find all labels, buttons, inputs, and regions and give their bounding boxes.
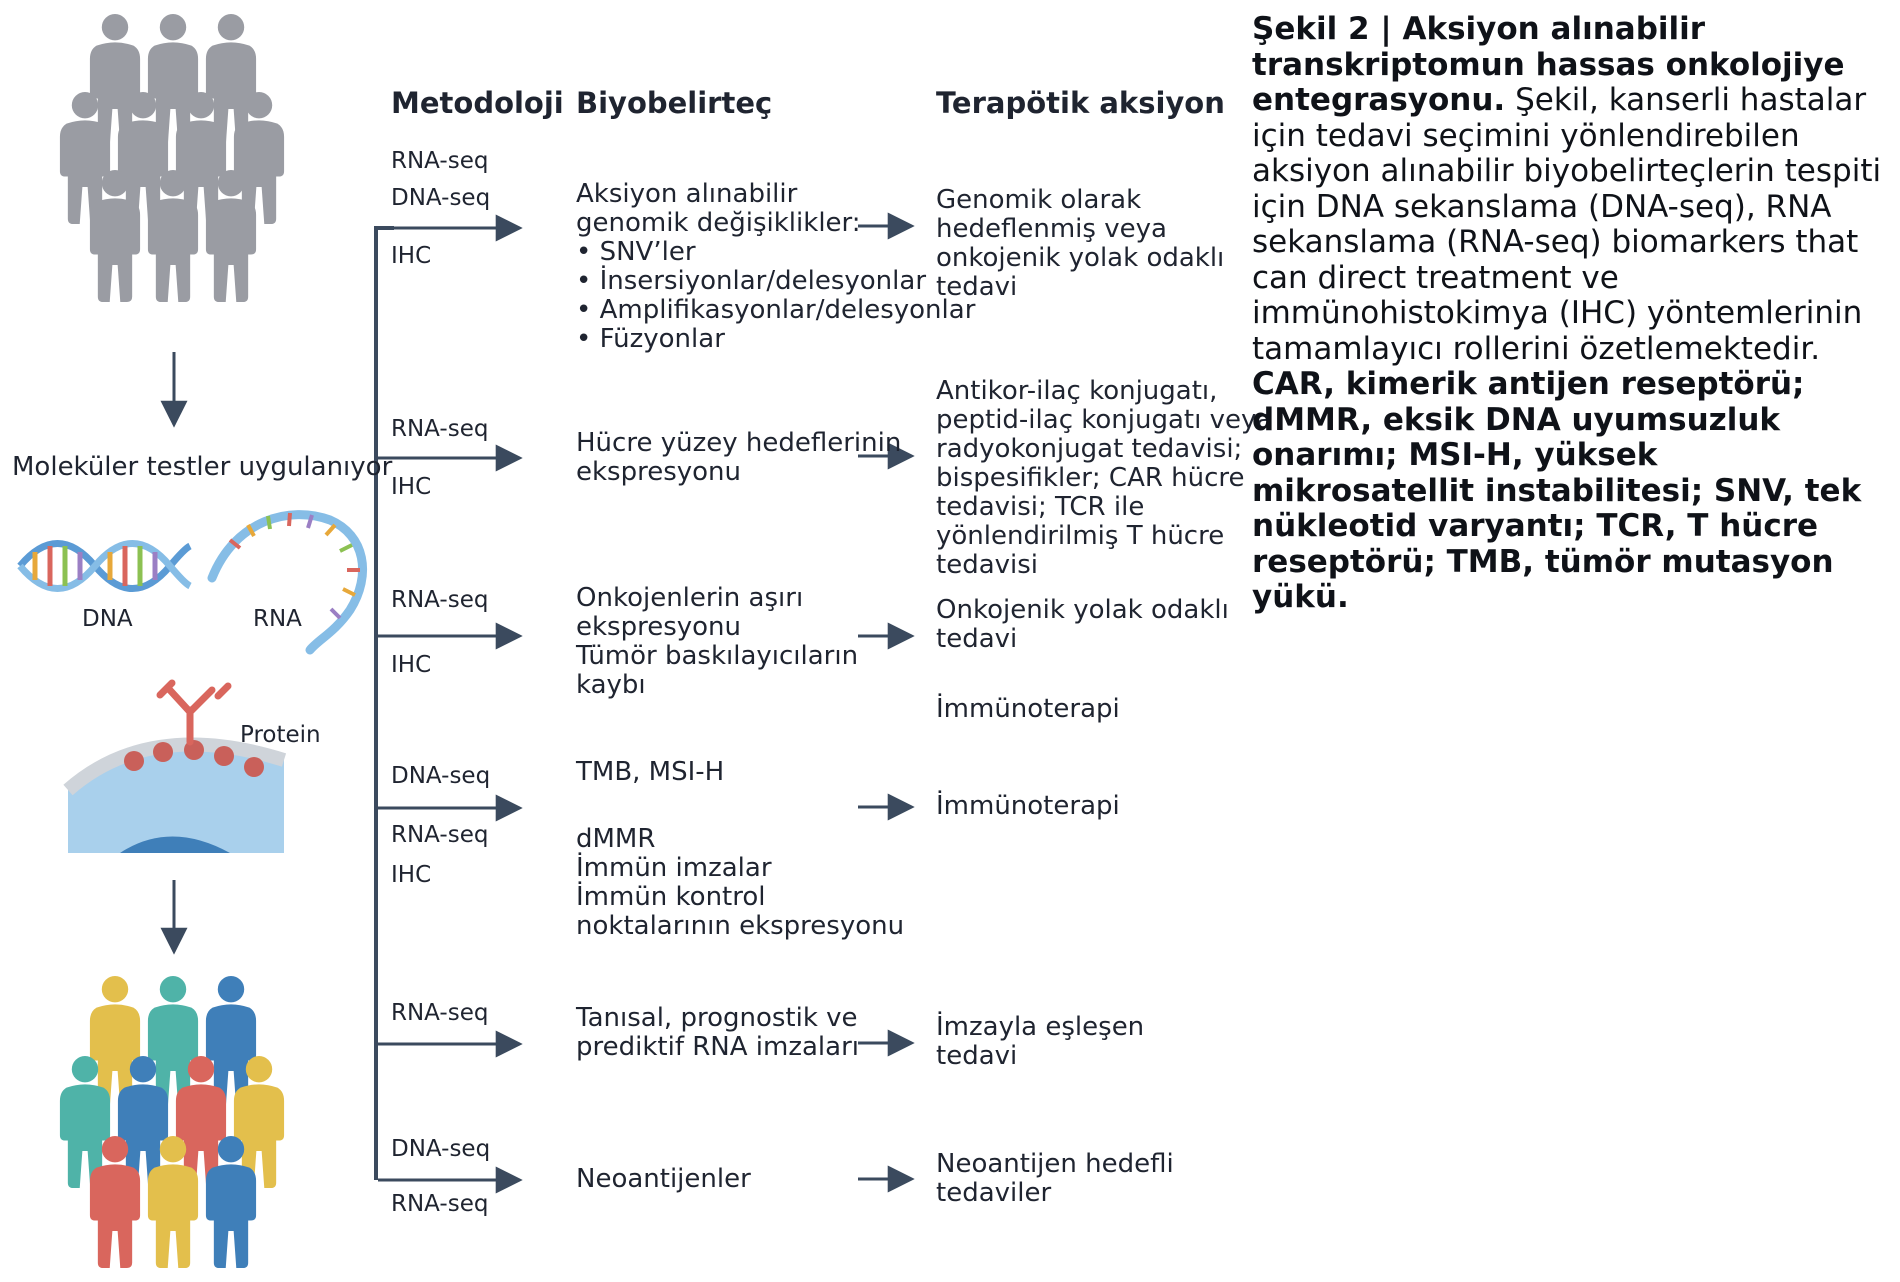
therapy-arrows — [858, 226, 912, 1179]
biomarker-tmb-msi: TMB, MSI-H — [576, 757, 725, 787]
therapy-genomic-targeted: Genomik olarak hedeflenmiş veya onkojenik yolak odaklı tedavi — [936, 185, 1225, 302]
method-label: DNA-seq — [391, 185, 491, 211]
method-label: IHC — [391, 862, 432, 888]
molecular-tests-label: Moleküler testler uygulanıyor — [12, 452, 393, 482]
method-arrows — [378, 228, 520, 1180]
therapy-immunotherapy: İmmünoterapi — [936, 791, 1120, 821]
therapy-neoantigen: Neoantijen hedefli tedaviler — [936, 1149, 1174, 1208]
method-label: DNA-seq — [391, 763, 491, 789]
stratified-patients-icon — [60, 976, 284, 1268]
method-label: RNA-seq — [391, 1191, 489, 1217]
method-label: RNA-seq — [391, 416, 489, 442]
therapy-immunotherapy: İmmünoterapi — [936, 694, 1120, 724]
biomarker-genomic-alterations: Aksiyon alınabilir genomik değişiklikler: • SNV’ler • İnsersiyonlar/delesyonlar • Amplifikasyonlar/delesyonlar • Füzyonlar — [576, 179, 976, 354]
biomarker-rna-signatures: Tanısal, prognostik ve prediktif RNA imzaları — [576, 1003, 860, 1062]
method-label: RNA-seq — [391, 1000, 489, 1026]
biomarker-oncogene-expression: Onkojenlerin aşırı ekspresyonu Tümör baskılayıcıların kaybı — [576, 583, 859, 700]
dna-helix-icon — [20, 544, 190, 589]
therapy-pathway: Onkojenik yolak odaklı tedavi — [936, 595, 1229, 654]
rna-label: RNA — [253, 606, 302, 632]
therapy-conjugates: Antikor-ilaç konjugatı, peptid-ilaç konjugatı veya radyokonjugat tedavisi; bispesifikler; CAR hücre tedavisi; TCR ile yönlendirilmiş T hücre tedavisi — [936, 376, 1273, 580]
header-therapeutic: Terapötik aksiyon — [936, 86, 1225, 120]
protein-label: Protein — [240, 722, 321, 748]
method-label: IHC — [391, 474, 432, 500]
method-label: RNA-seq — [391, 148, 489, 174]
method-label: RNA-seq — [391, 822, 489, 848]
dna-label: DNA — [82, 606, 133, 632]
biomarker-neoantigens: Neoantijenler — [576, 1164, 751, 1194]
caption-body: Şekil, kanserli hastalar için tedavi seçimini yönlendirebilen aksiyon alınabilir biyobelirteçlerin tespiti için DNA sekanslama (DNA-seq), RNA sekanslama (RNA-seq) biomarkers that can direct treatment ve immünohistokimya (IHC) yöntemlerinin tamamlayıcı rollerini özetlemektedir. — [1252, 82, 1882, 367]
patient-population-icon — [60, 14, 284, 302]
method-label: IHC — [391, 652, 432, 678]
caption-abbreviations: CAR, kimerik antijen reseptörü; dMMR, eksik DNA uyumsuzluk onarımı; MSI-H, yüksek mikrosatellit instabilitesi; SNV, tek nükleotid varyantı; TCR, T hücre reseptörü; TMB, tümör mutasyon yükü. — [1252, 366, 1862, 615]
method-label: RNA-seq — [391, 587, 489, 613]
method-label: IHC — [391, 243, 432, 269]
biomarker-immune: dMMR İmmün imzalar İmmün kontrol noktalarının ekspresyonu — [576, 824, 905, 941]
method-label: DNA-seq — [391, 1136, 491, 1162]
biomarker-surface-targets: Hücre yüzey hedeflerinin ekspresyonu — [576, 428, 902, 487]
figure-caption — [1252, 12, 1882, 616]
caption-title: Şekil 2 | Aksiyon alınabilir transkriptomun hassas onkolojiye entegrasyonu. — [1252, 11, 1845, 118]
therapy-signature-matched: İmzayla eşleşen tedavi — [936, 1012, 1145, 1071]
header-methodology: Metodoloji — [391, 86, 564, 120]
protein-membrane-icon — [68, 683, 284, 853]
header-biomarker: Biyobelirteç — [576, 86, 773, 120]
